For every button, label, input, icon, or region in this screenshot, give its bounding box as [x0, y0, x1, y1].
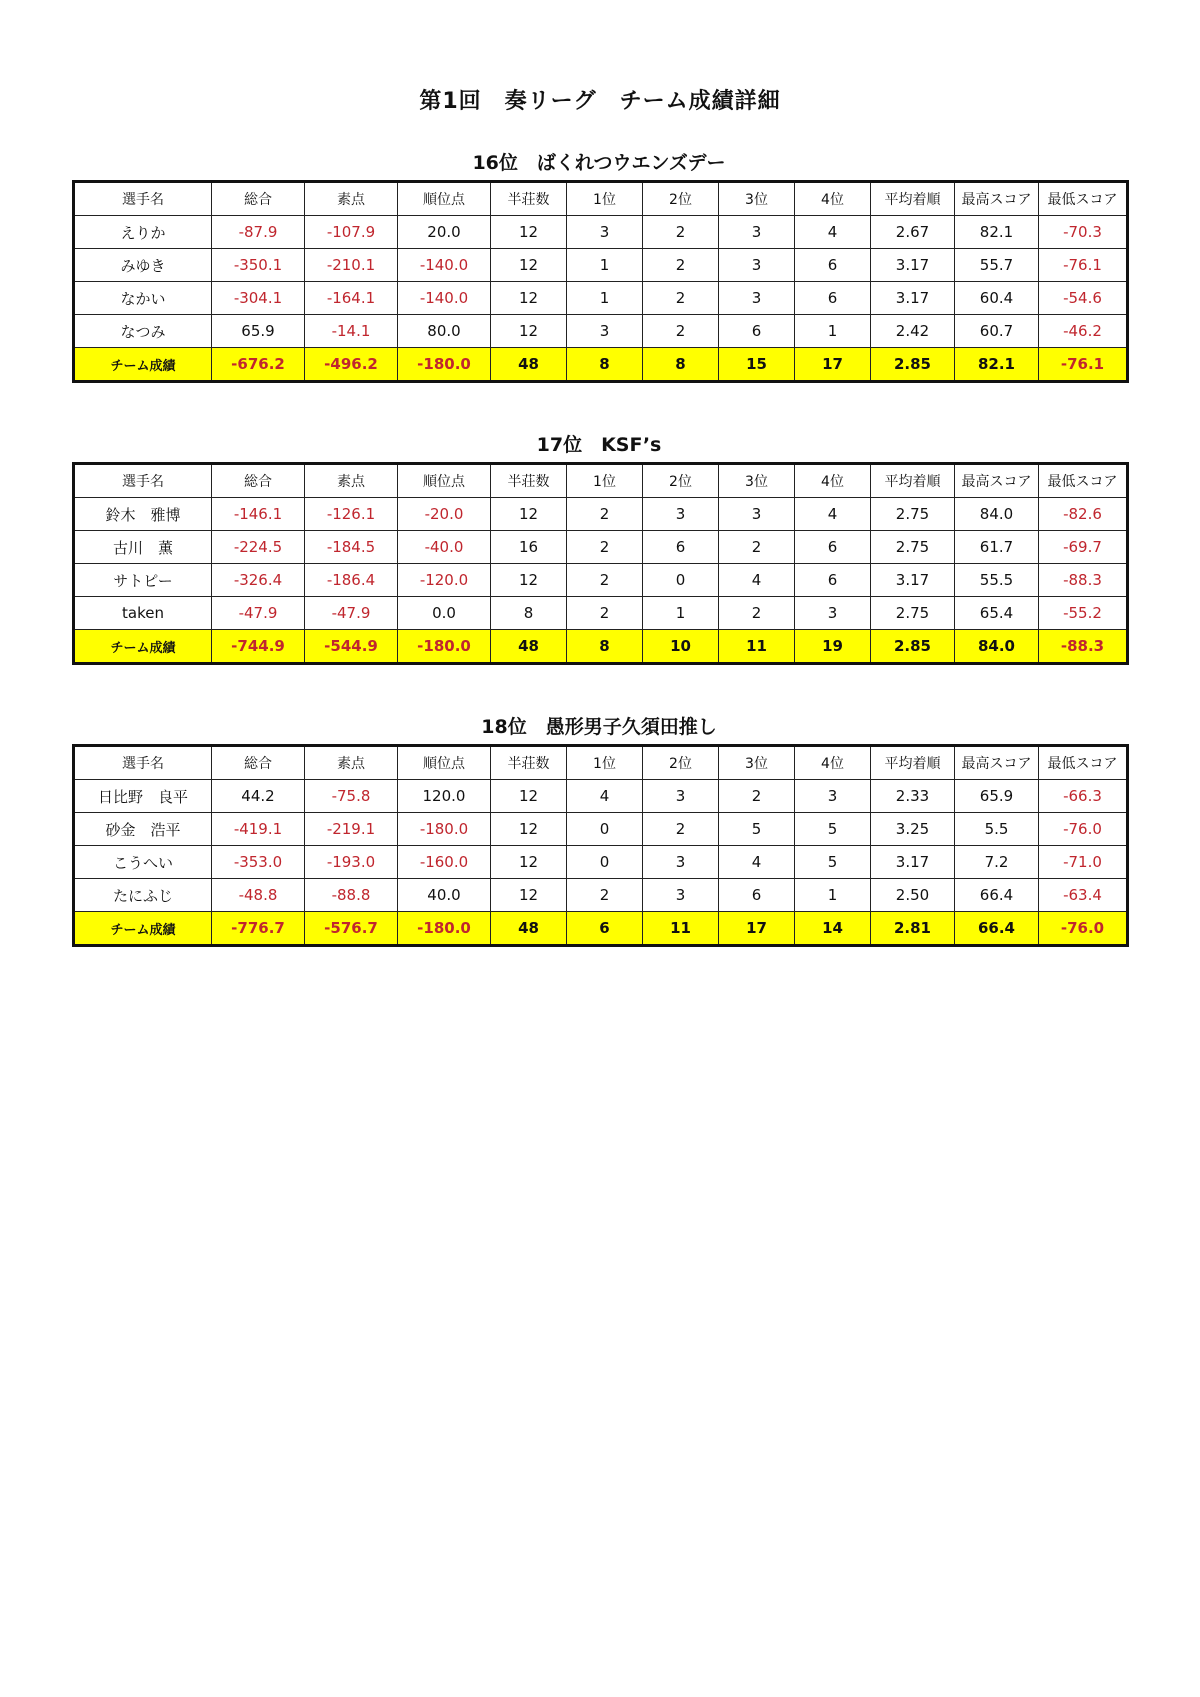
stat-cell: 2 [719, 780, 795, 813]
stat-cell: 3 [643, 879, 719, 912]
team-total-cell: 11 [719, 630, 795, 664]
column-header: 半荘数 [491, 464, 567, 498]
column-header: 順位点 [398, 746, 491, 780]
stat-cell: -54.6 [1039, 282, 1128, 315]
team-block-16 [72, 146, 1126, 383]
stat-cell: 2.75 [871, 597, 955, 630]
stat-cell: 3 [567, 315, 643, 348]
stat-cell: 5 [719, 813, 795, 846]
player-name-cell: なつみ [74, 315, 212, 348]
team-total-cell: -76.0 [1039, 912, 1128, 946]
team-total-cell: -180.0 [398, 912, 491, 946]
stat-cell: 3 [719, 282, 795, 315]
team-title: 17位 KSF’s [536, 434, 662, 456]
stat-cell: 3 [567, 216, 643, 249]
column-header: 最高スコア [955, 182, 1039, 216]
stat-cell: -140.0 [398, 282, 491, 315]
stat-cell: 4 [795, 216, 871, 249]
stat-cell: 2 [567, 564, 643, 597]
column-header: 3位 [719, 746, 795, 780]
stat-cell: 7.2 [955, 846, 1039, 879]
stat-cell: 6 [795, 531, 871, 564]
stat-cell: -88.3 [1039, 564, 1128, 597]
team-total-cell: 19 [795, 630, 871, 664]
team-stats-table [72, 744, 1129, 947]
stat-cell: 2 [719, 531, 795, 564]
team-total-label: チーム成績 [74, 348, 212, 382]
stat-cell: 3 [795, 597, 871, 630]
stat-cell: 60.7 [955, 315, 1039, 348]
player-name-cell: 鈴木 雅博 [74, 498, 212, 531]
column-header: 2位 [643, 746, 719, 780]
column-header: 最低スコア [1039, 182, 1128, 216]
stat-cell: -87.9 [212, 216, 305, 249]
stat-cell: -76.0 [1039, 813, 1128, 846]
team-total-cell: 2.81 [871, 912, 955, 946]
stat-cell: 2.67 [871, 216, 955, 249]
stat-cell: 2 [567, 879, 643, 912]
player-name-cell: taken [74, 597, 212, 630]
team-total-cell: 17 [795, 348, 871, 382]
stat-cell: 44.2 [212, 780, 305, 813]
column-header: 順位点 [398, 182, 491, 216]
stat-cell: -46.2 [1039, 315, 1128, 348]
stat-cell: 6 [795, 564, 871, 597]
column-header: 平均着順 [871, 746, 955, 780]
column-header: 4位 [795, 182, 871, 216]
stat-cell: 120.0 [398, 780, 491, 813]
team-total-cell: 11 [643, 912, 719, 946]
table-header-row [74, 464, 1128, 498]
stat-cell: -353.0 [212, 846, 305, 879]
stat-cell: -326.4 [212, 564, 305, 597]
stat-cell: 2.50 [871, 879, 955, 912]
stat-cell: 2.33 [871, 780, 955, 813]
table-row [74, 597, 1128, 630]
column-header: 4位 [795, 746, 871, 780]
stat-cell: 3 [643, 846, 719, 879]
column-header: 最低スコア [1039, 746, 1128, 780]
stat-cell: 3.25 [871, 813, 955, 846]
stat-cell: 2.75 [871, 531, 955, 564]
stat-cell: 1 [567, 282, 643, 315]
column-header: 平均着順 [871, 464, 955, 498]
column-header: 2位 [643, 464, 719, 498]
stat-cell: -47.9 [305, 597, 398, 630]
stat-cell: 2 [567, 531, 643, 564]
team-total-cell: -544.9 [305, 630, 398, 664]
stat-cell: 65.4 [955, 597, 1039, 630]
team-total-cell: 48 [491, 630, 567, 664]
stat-cell: -146.1 [212, 498, 305, 531]
stat-cell: -350.1 [212, 249, 305, 282]
stat-cell: 3 [643, 498, 719, 531]
stat-cell: 3.17 [871, 846, 955, 879]
stat-cell: 40.0 [398, 879, 491, 912]
player-name-cell: 古川 薫 [74, 531, 212, 564]
table-row [74, 780, 1128, 813]
team-total-cell: -576.7 [305, 912, 398, 946]
stat-cell: 3 [719, 249, 795, 282]
team-total-cell: -180.0 [398, 630, 491, 664]
table-row [74, 249, 1128, 282]
stat-cell: 84.0 [955, 498, 1039, 531]
stat-cell: 0 [567, 813, 643, 846]
team-total-cell: 14 [795, 912, 871, 946]
stat-cell: -210.1 [305, 249, 398, 282]
stat-cell: -14.1 [305, 315, 398, 348]
column-header: 最高スコア [955, 464, 1039, 498]
table-header-row [74, 746, 1128, 780]
stat-cell: 5 [795, 813, 871, 846]
stat-cell: -186.4 [305, 564, 398, 597]
stat-cell: 6 [719, 879, 795, 912]
stat-cell: -40.0 [398, 531, 491, 564]
team-total-row [74, 630, 1128, 664]
stat-cell: -82.6 [1039, 498, 1128, 531]
stat-cell: -419.1 [212, 813, 305, 846]
stat-cell: 2 [643, 249, 719, 282]
player-name-cell: こうへい [74, 846, 212, 879]
stat-cell: -48.8 [212, 879, 305, 912]
column-header: 最低スコア [1039, 464, 1128, 498]
stat-cell: 12 [491, 249, 567, 282]
stat-cell: 5.5 [955, 813, 1039, 846]
stat-cell: 0.0 [398, 597, 491, 630]
stat-cell: 2 [643, 813, 719, 846]
team-total-cell: 82.1 [955, 348, 1039, 382]
stat-cell: 65.9 [955, 780, 1039, 813]
column-header: 3位 [719, 464, 795, 498]
player-name-cell: えりか [74, 216, 212, 249]
stat-cell: 1 [795, 315, 871, 348]
player-name-cell: サトピー [74, 564, 212, 597]
stat-cell: 4 [795, 498, 871, 531]
stat-cell: -55.2 [1039, 597, 1128, 630]
stat-cell: -304.1 [212, 282, 305, 315]
column-header: 順位点 [398, 464, 491, 498]
stat-cell: -71.0 [1039, 846, 1128, 879]
stat-cell: 2.42 [871, 315, 955, 348]
column-header: 2位 [643, 182, 719, 216]
team-total-label: チーム成績 [74, 912, 212, 946]
team-stats-table [72, 462, 1129, 665]
stat-cell: 3 [795, 780, 871, 813]
stat-cell: 2 [567, 498, 643, 531]
stat-cell: -193.0 [305, 846, 398, 879]
stat-cell: 4 [719, 846, 795, 879]
stat-cell: 3.17 [871, 282, 955, 315]
column-header: 3位 [719, 182, 795, 216]
team-total-cell: 84.0 [955, 630, 1039, 664]
stat-cell: 8 [491, 597, 567, 630]
stat-cell: 3.17 [871, 564, 955, 597]
column-header: 総合 [212, 464, 305, 498]
stat-cell: -140.0 [398, 249, 491, 282]
table-row [74, 564, 1128, 597]
stat-cell: 12 [491, 282, 567, 315]
column-header: 総合 [212, 746, 305, 780]
stat-cell: 0 [643, 564, 719, 597]
team-total-cell: 6 [567, 912, 643, 946]
stat-cell: -76.1 [1039, 249, 1128, 282]
team-total-cell: 2.85 [871, 348, 955, 382]
team-total-cell: -676.2 [212, 348, 305, 382]
stat-cell: -180.0 [398, 813, 491, 846]
table-row [74, 531, 1128, 564]
team-total-cell: -180.0 [398, 348, 491, 382]
player-name-cell: 日比野 良平 [74, 780, 212, 813]
stat-cell: 3.17 [871, 249, 955, 282]
team-total-cell: 8 [567, 348, 643, 382]
stat-cell: -224.5 [212, 531, 305, 564]
stat-cell: 6 [643, 531, 719, 564]
column-header: 半荘数 [491, 182, 567, 216]
team-total-cell: 15 [719, 348, 795, 382]
column-header: 1位 [567, 464, 643, 498]
stat-cell: 16 [491, 531, 567, 564]
column-header: 素点 [305, 182, 398, 216]
stat-cell: 2 [567, 597, 643, 630]
column-header: 選手名 [74, 464, 212, 498]
stat-cell: 4 [567, 780, 643, 813]
stat-cell: 2 [643, 315, 719, 348]
stat-cell: 5 [795, 846, 871, 879]
column-header: 半荘数 [491, 746, 567, 780]
column-header: 最高スコア [955, 746, 1039, 780]
stat-cell: -47.9 [212, 597, 305, 630]
stat-cell: -20.0 [398, 498, 491, 531]
stat-cell: -219.1 [305, 813, 398, 846]
column-header: 4位 [795, 464, 871, 498]
stat-cell: -107.9 [305, 216, 398, 249]
stat-cell: 12 [491, 315, 567, 348]
team-total-cell: -776.7 [212, 912, 305, 946]
stat-cell: 12 [491, 498, 567, 531]
team-total-cell: 66.4 [955, 912, 1039, 946]
stat-cell: 60.4 [955, 282, 1039, 315]
team-stats-table [72, 180, 1129, 383]
stat-cell: 3 [643, 780, 719, 813]
stat-cell: 61.7 [955, 531, 1039, 564]
stat-cell: 1 [567, 249, 643, 282]
team-title: 16位 ばくれつウエンズデー [472, 152, 726, 174]
player-name-cell: たにふじ [74, 879, 212, 912]
team-total-cell: 8 [643, 348, 719, 382]
stat-cell: 1 [643, 597, 719, 630]
player-name-cell: なかい [74, 282, 212, 315]
stat-cell: 3 [719, 498, 795, 531]
table-header-row [74, 182, 1128, 216]
team-total-cell: 17 [719, 912, 795, 946]
stat-cell: 3 [719, 216, 795, 249]
table-row [74, 216, 1128, 249]
stat-cell: 12 [491, 780, 567, 813]
stat-cell: 82.1 [955, 216, 1039, 249]
stat-cell: 4 [719, 564, 795, 597]
table-row [74, 282, 1128, 315]
stat-cell: 55.5 [955, 564, 1039, 597]
stat-cell: -75.8 [305, 780, 398, 813]
table-row [74, 315, 1128, 348]
stat-cell: -88.8 [305, 879, 398, 912]
stat-cell: 65.9 [212, 315, 305, 348]
column-header: 選手名 [74, 182, 212, 216]
stat-cell: 55.7 [955, 249, 1039, 282]
column-header: 素点 [305, 464, 398, 498]
team-total-row [74, 912, 1128, 946]
stat-cell: -63.4 [1039, 879, 1128, 912]
column-header: 平均着順 [871, 182, 955, 216]
table-row [74, 813, 1128, 846]
stat-cell: 12 [491, 564, 567, 597]
team-block-17 [72, 428, 1126, 665]
team-total-cell: -496.2 [305, 348, 398, 382]
stat-cell: 12 [491, 879, 567, 912]
team-total-cell: 2.85 [871, 630, 955, 664]
stat-cell: 0 [567, 846, 643, 879]
team-total-cell: -88.3 [1039, 630, 1128, 664]
table-row [74, 846, 1128, 879]
table-row [74, 498, 1128, 531]
stat-cell: 6 [795, 282, 871, 315]
team-total-cell: 48 [491, 912, 567, 946]
stat-cell: -126.1 [305, 498, 398, 531]
team-total-cell: -744.9 [212, 630, 305, 664]
stat-cell: -184.5 [305, 531, 398, 564]
column-header: 総合 [212, 182, 305, 216]
stat-cell: -164.1 [305, 282, 398, 315]
table-row [74, 879, 1128, 912]
team-block-18 [72, 710, 1126, 947]
stat-cell: 12 [491, 846, 567, 879]
player-name-cell: みゆき [74, 249, 212, 282]
stat-cell: 12 [491, 216, 567, 249]
stat-cell: 6 [795, 249, 871, 282]
column-header: 1位 [567, 746, 643, 780]
stat-cell: 12 [491, 813, 567, 846]
team-title: 18位 愚形男子久須田推し [481, 716, 717, 738]
stat-cell: -160.0 [398, 846, 491, 879]
stat-cell: -120.0 [398, 564, 491, 597]
stat-cell: 6 [719, 315, 795, 348]
column-header: 素点 [305, 746, 398, 780]
stat-cell: -66.3 [1039, 780, 1128, 813]
stat-cell: -70.3 [1039, 216, 1128, 249]
stat-cell: 1 [795, 879, 871, 912]
stat-cell: 2 [719, 597, 795, 630]
stat-cell: -69.7 [1039, 531, 1128, 564]
team-total-row [74, 348, 1128, 382]
stat-cell: 20.0 [398, 216, 491, 249]
column-header: 選手名 [74, 746, 212, 780]
stat-cell: 2.75 [871, 498, 955, 531]
team-total-cell: 8 [567, 630, 643, 664]
stat-cell: 80.0 [398, 315, 491, 348]
team-total-cell: 10 [643, 630, 719, 664]
player-name-cell: 砂金 浩平 [74, 813, 212, 846]
team-total-cell: 48 [491, 348, 567, 382]
stat-cell: 2 [643, 216, 719, 249]
page-title: 第1回 奏リーグ チーム成績詳細 [419, 89, 781, 114]
team-total-label: チーム成績 [74, 630, 212, 664]
column-header: 1位 [567, 182, 643, 216]
stat-cell: 66.4 [955, 879, 1039, 912]
stat-cell: 2 [643, 282, 719, 315]
team-total-cell: -76.1 [1039, 348, 1128, 382]
